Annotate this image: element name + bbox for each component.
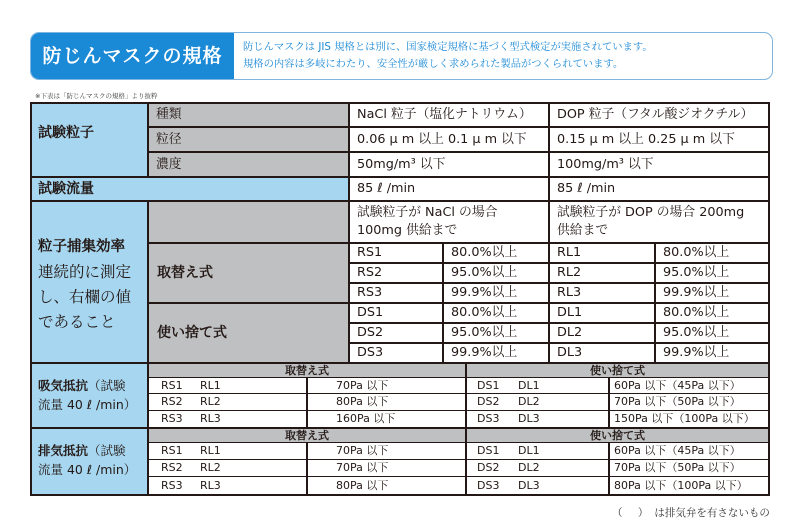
inhale-label-line-1	[38, 376, 147, 395]
inhale-label-cell	[32, 364, 147, 427]
dop-class-cell: DL2	[550, 324, 654, 342]
disposable-type-label: 使い捨て式	[149, 304, 348, 362]
description-line-1: 防じんマスクは JIS 規格とは別に、国家検定規格に基づく型式検定が実施されています。	[243, 41, 653, 53]
replaceable-resistance-value: 70Pa 以下	[308, 460, 465, 476]
replaceable-resistance-value: 80Pa 以下	[308, 394, 465, 410]
nacl-class-cell: DS2	[350, 324, 442, 342]
replaceable-type-label: 取替え式	[149, 244, 348, 302]
test-flow-label: 試験流量	[32, 178, 348, 200]
dop-efficiency-value: 99.9%以上	[656, 344, 768, 362]
dop-efficiency-value: 95.0%以上	[656, 264, 768, 282]
dop-concentration: 100mg/m³ 以下	[550, 153, 768, 176]
description-line-2: 規格の内容は多岐にわたり、安全性が厳しく求められた製品がつくられています。	[243, 58, 624, 70]
inhale-label-rest: （試験	[88, 378, 126, 393]
dop-efficiency-value: 99.9%以上	[656, 284, 768, 302]
particle-type-label: 種類	[149, 104, 348, 126]
disposable-class-a: DS2	[467, 460, 514, 476]
header-banner	[30, 32, 773, 80]
dop-class-cell: RL2	[550, 264, 654, 282]
exhale-label-rest: （試験	[88, 443, 126, 458]
exhale-label-line-1	[38, 441, 147, 460]
inhale-label-line-2: 流量 40 ℓ /min）	[38, 397, 137, 412]
particle-size-label: 粒径	[149, 128, 348, 151]
dop-efficiency-value: 80.0%以上	[656, 244, 768, 262]
replaceable-class-b: RL1	[196, 378, 306, 393]
replaceable-class-a: RS1	[149, 443, 196, 459]
inhale-replaceable-header: 取替え式	[149, 364, 465, 377]
spec-table	[30, 102, 770, 496]
disposable-class-a: DS1	[467, 378, 514, 393]
dop-class-cell: DL1	[550, 304, 654, 322]
replaceable-resistance-value: 70Pa 以下	[308, 378, 465, 393]
page-title: 防じんマスクの規格	[31, 33, 234, 79]
disposable-class-b: DL3	[514, 477, 608, 494]
concentration-label: 濃度	[149, 153, 348, 176]
nacl-class-cell: RS1	[350, 244, 442, 262]
nacl-efficiency-value: 99.9%以上	[444, 284, 548, 302]
nacl-class-cell: RS2	[350, 264, 442, 282]
replaceable-class-b: RL1	[196, 443, 306, 459]
nacl-efficiency-value: 95.0%以上	[444, 324, 548, 342]
exhale-label-bold: 排気抵抗	[38, 443, 89, 458]
dop-efficiency-value: 95.0%以上	[656, 324, 768, 342]
disposable-class-a: DS3	[467, 477, 514, 494]
nacl-class-cell: DS3	[350, 344, 442, 362]
test-particle-label: 試験粒子	[32, 104, 147, 176]
replaceable-class-b: RL3	[196, 411, 306, 427]
inhale-label-bold: 吸気抵抗	[38, 378, 89, 393]
nacl-efficiency-value: 80.0%以上	[444, 304, 548, 322]
nacl-condition-line-1: 試験粒子が NaCl の場合	[357, 205, 498, 220]
efficiency-label: 粒子捕集効率	[38, 239, 125, 255]
replaceable-resistance-value: 160Pa 以下	[308, 411, 465, 427]
dop-particle-size: 0.15 μ m 以上 0.25 μ m 以下	[550, 128, 768, 151]
nacl-efficiency-value: 99.9%以上	[444, 344, 548, 362]
nacl-class-cell: DS1	[350, 304, 442, 322]
efficiency-label-cell	[32, 202, 147, 362]
source-note: ※下表は「防じんマスクの規格」より抜粋	[35, 92, 158, 100]
efficiency-note-1: 連続的に測定	[38, 263, 132, 281]
header-description	[243, 39, 653, 73]
disposable-class-b: DL1	[514, 443, 608, 459]
replaceable-class-a: RS1	[149, 378, 196, 393]
efficiency-note-3: であること	[38, 313, 116, 331]
replaceable-class-b: RL2	[196, 460, 306, 476]
dop-particle-type: DOP 粒子（フタル酸ジオクチル）	[550, 104, 768, 126]
disposable-class-b: DL2	[514, 460, 608, 476]
replaceable-class-b: RL3	[196, 477, 306, 494]
replaceable-class-a: RS3	[149, 411, 196, 427]
dop-class-cell: RL3	[550, 284, 654, 302]
nacl-test-flow: 85 ℓ /min	[350, 178, 548, 200]
replaceable-class-a: RS2	[149, 460, 196, 476]
inhale-disposable-header: 使い捨て式	[467, 364, 768, 377]
nacl-efficiency-value: 80.0%以上	[444, 244, 548, 262]
disposable-class-b: DL1	[514, 378, 608, 393]
replaceable-class-a: RS3	[149, 477, 196, 494]
nacl-class-cell: RS3	[350, 284, 442, 302]
exhale-replaceable-header: 取替え式	[149, 429, 465, 442]
dop-test-flow: 85 ℓ /min	[550, 178, 768, 200]
replaceable-class-a: RS2	[149, 394, 196, 410]
dop-efficiency-value: 80.0%以上	[656, 304, 768, 322]
condition-blank-cell	[149, 202, 348, 242]
exhale-label-cell	[32, 429, 147, 494]
disposable-resistance-value: 150Pa 以下（100Pa 以下）	[610, 411, 768, 427]
disposable-class-a: DS3	[467, 411, 514, 427]
nacl-concentration: 50mg/m³ 以下	[350, 153, 548, 176]
nacl-particle-type: NaCl 粒子（塩化ナトリウム）	[350, 104, 548, 126]
disposable-resistance-value: 60Pa 以下（45Pa 以下）	[610, 443, 768, 459]
footnote-text: は排気弁を有さないもの	[654, 507, 770, 519]
efficiency-note-2: し、右欄の値	[38, 288, 132, 306]
replaceable-resistance-value: 70Pa 以下	[308, 443, 465, 459]
nacl-condition-line-2: 100mg 供給まで	[357, 223, 458, 238]
disposable-resistance-value: 60Pa 以下（45Pa 以下）	[610, 378, 768, 393]
disposable-resistance-value: 80Pa 以下（100Pa 以下）	[610, 477, 768, 494]
disposable-class-b: DL2	[514, 394, 608, 410]
dop-condition-line-1: 試験粒子が DOP の場合 200mg	[557, 205, 745, 220]
footnote	[612, 505, 770, 520]
dop-condition	[550, 202, 768, 242]
nacl-efficiency-value: 95.0%以上	[444, 264, 548, 282]
replaceable-resistance-value: 80Pa 以下	[308, 477, 465, 494]
disposable-class-a: DS2	[467, 394, 514, 410]
replaceable-class-b: RL2	[196, 394, 306, 410]
exhale-label-line-2: 流量 40 ℓ /min）	[38, 462, 137, 477]
dop-class-cell: DL3	[550, 344, 654, 362]
footnote-paren: （ ）	[612, 507, 655, 519]
disposable-class-a: DS1	[467, 443, 514, 459]
nacl-particle-size: 0.06 μ m 以上 0.1 μ m 以下	[350, 128, 548, 151]
dop-class-cell: RL1	[550, 244, 654, 262]
dop-condition-line-2: 供給まで	[557, 223, 609, 238]
disposable-resistance-value: 70Pa 以下（50Pa 以下）	[610, 460, 768, 476]
exhale-disposable-header: 使い捨て式	[467, 429, 768, 442]
disposable-resistance-value: 70Pa 以下（50Pa 以下）	[610, 394, 768, 410]
disposable-class-b: DL3	[514, 411, 608, 427]
nacl-condition	[350, 202, 548, 242]
